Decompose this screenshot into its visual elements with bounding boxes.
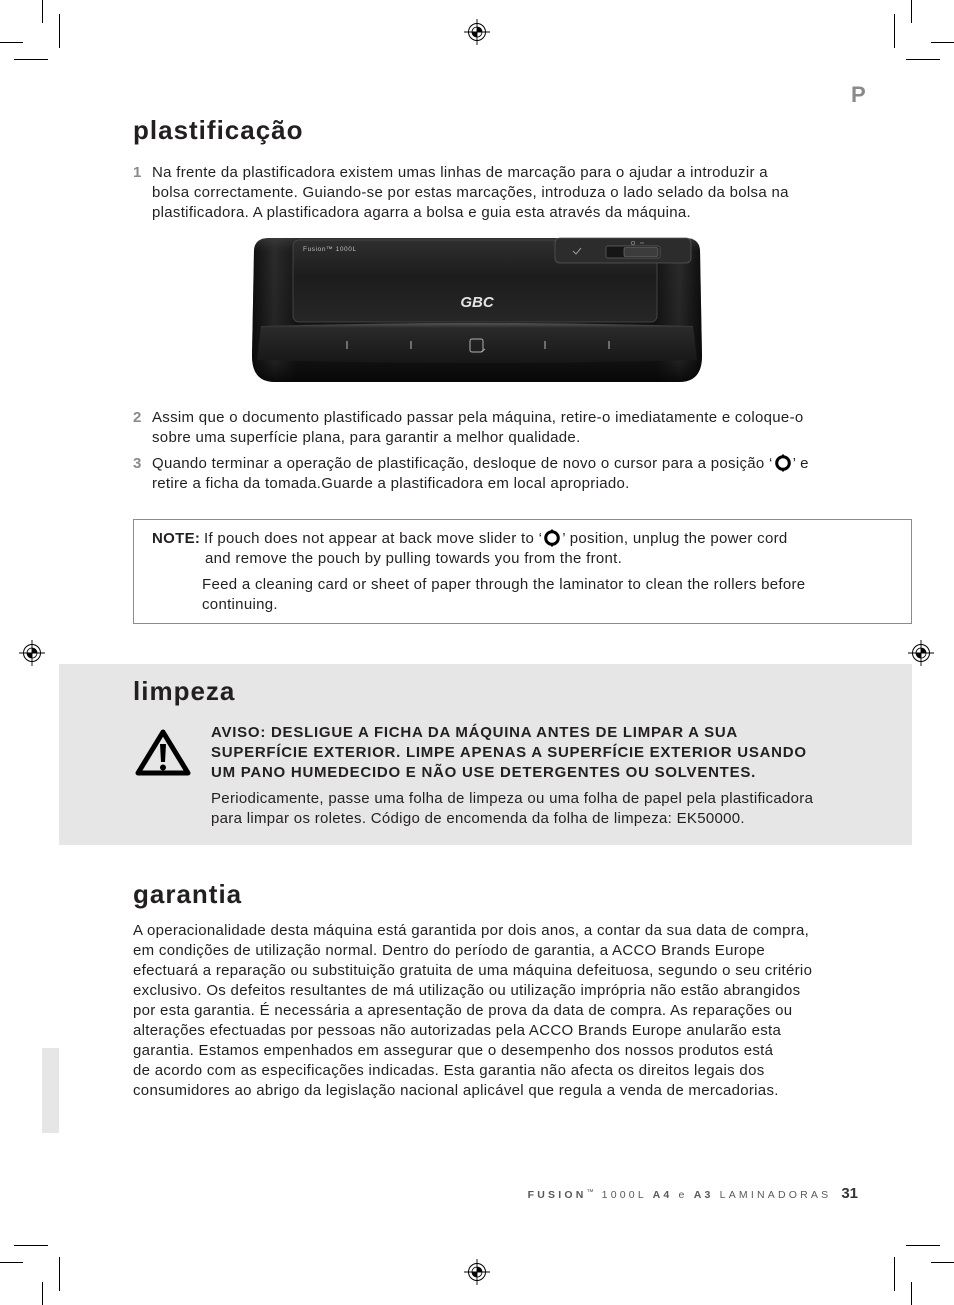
slider-position-icon [774, 454, 792, 472]
laminator-illustration [251, 236, 703, 384]
text-segment: ’ e [792, 455, 809, 472]
crop-mark [0, 1246, 60, 1305]
section-title-plastificacao: plastificação [133, 115, 304, 145]
footer-model: 1000L [601, 1189, 647, 1201]
step-number: 3 [133, 455, 142, 472]
note-label: NOTE: [152, 530, 201, 547]
footer-size-a: A4 [652, 1189, 673, 1201]
warning-text [211, 723, 807, 783]
text-line: alterações efectuadas por pessoas não autorizadas pela ACCO Brands Europe anularão esta [133, 1022, 782, 1039]
device-label: Fusion™ 1000L [303, 246, 357, 253]
text-line: para limpar os roletes. Código de encomenda da folha de limpeza: EK50000. [211, 810, 745, 827]
cleaning-text [211, 789, 813, 829]
text-line: Na frente da plastificadora existem umas linhas de marcação para o ajudar a introduzir a [152, 164, 768, 181]
text-line: garantia. Estamos empenhados em assegurar que o desempenho dos nossos produtos está [133, 1042, 774, 1059]
text-line [152, 454, 809, 474]
registration-mark-icon [908, 640, 934, 666]
footer-brand: FUSION [527, 1189, 587, 1201]
step-number: 2 [133, 409, 142, 426]
note-line [204, 529, 788, 549]
footer-size-b: A3 [693, 1189, 714, 1201]
footer-trademark: ™ [586, 1189, 594, 1196]
text-line: sobre uma superfície plana, para garantir a melhor qualidade. [152, 429, 581, 446]
warranty-text [133, 921, 812, 1101]
text-line: bolsa correctamente. Guiando-se por estas marcações, introduza o lado selado da bolsa na [152, 184, 789, 201]
text-segment: If pouch does not appear at back move slider to ‘ [204, 530, 543, 547]
text-line: em condições de utilização normal. Dentro do período de garantia, a ACCO Brands Europe [133, 942, 765, 959]
step-text [152, 408, 804, 448]
text-line: Feed a cleaning card or sheet of paper through the laminator to clean the rollers before [202, 576, 806, 593]
text-line: retire a ficha da tomada.Guarde a plastificadora em local apropriado. [152, 475, 630, 492]
page-footer [528, 1185, 858, 1203]
text-line: plastificadora. A plastificadora agarra a bolsa e guia esta através da máquina. [152, 204, 692, 221]
language-tab: P [851, 82, 866, 107]
text-line: por esta garantia. É necessária a apresentação de prova da data de compra. As reparações ou [133, 1002, 793, 1019]
section-title-garantia: garantia [133, 879, 243, 909]
text-segment: Quando terminar a operação de plastificação, desloque de novo o cursor para a posição ‘ [152, 455, 773, 472]
crop-mark [0, 0, 60, 60]
registration-mark-icon [464, 1259, 490, 1285]
text-line: exclusivo. Os defeitos resultantes de má utilização ou utilização imprópria não estão abrangidos [133, 982, 801, 999]
text-line: efectuará a reparação ou substituição gratuita de uma máquina defeituosa, segundo o seu critério [133, 962, 813, 979]
text-segment: ’ position, unplug the power cord [562, 530, 788, 547]
text-line: A operacionalidade desta máquina está garantida por dois anos, a contar da sua data de compra, [133, 922, 810, 939]
slider-knob [624, 248, 658, 257]
footer-product: LAMINADORAS [719, 1189, 832, 1201]
text-line: UM PANO HUMEDECIDO E NÃO USE DETERGENTES OU SOLVENTES. [211, 764, 756, 781]
text-line: AVISO: DESLIGUE A FICHA DA MÁQUINA ANTES DE LIMPAR A SUA [211, 724, 739, 741]
text-line: Assim que o documento plastificado passar pela máquina, retire-o imediatamente e coloque-o [152, 409, 804, 426]
note-paragraph [202, 575, 805, 615]
registration-mark-icon [19, 640, 45, 666]
footer-conjunction: e [678, 1189, 688, 1201]
step-text [152, 454, 809, 494]
crop-mark [895, 1246, 954, 1305]
note-line: and remove the pouch by pulling towards you from the front. [205, 550, 623, 567]
registration-mark-icon [464, 19, 490, 45]
step-number: 1 [133, 164, 142, 181]
text-line: consumidores ao abrigo da legislação nacional aplicável que regula a venda de mercadorias. [133, 1082, 779, 1099]
page-number: 31 [841, 1185, 858, 1202]
text-line: de acordo com as especificações indicadas. Esta garantia não afecta os direitos legais dos [133, 1062, 765, 1079]
gbc-logo: GBC [460, 294, 494, 311]
crop-mark [895, 0, 954, 60]
text-line: continuing. [202, 596, 278, 613]
side-thumb-tab [42, 1048, 59, 1133]
text-line: Periodicamente, passe uma folha de limpeza ou uma folha de papel pela plastificadora [211, 790, 814, 807]
slider-position-icon [543, 529, 561, 547]
text-line: SUPERFÍCIE EXTERIOR. LIMPE APENAS A SUPERFÍCIE EXTERIOR USANDO [211, 744, 807, 761]
warning-triangle-icon [134, 727, 192, 778]
step-text [152, 163, 789, 223]
section-title-limpeza: limpeza [133, 676, 236, 706]
